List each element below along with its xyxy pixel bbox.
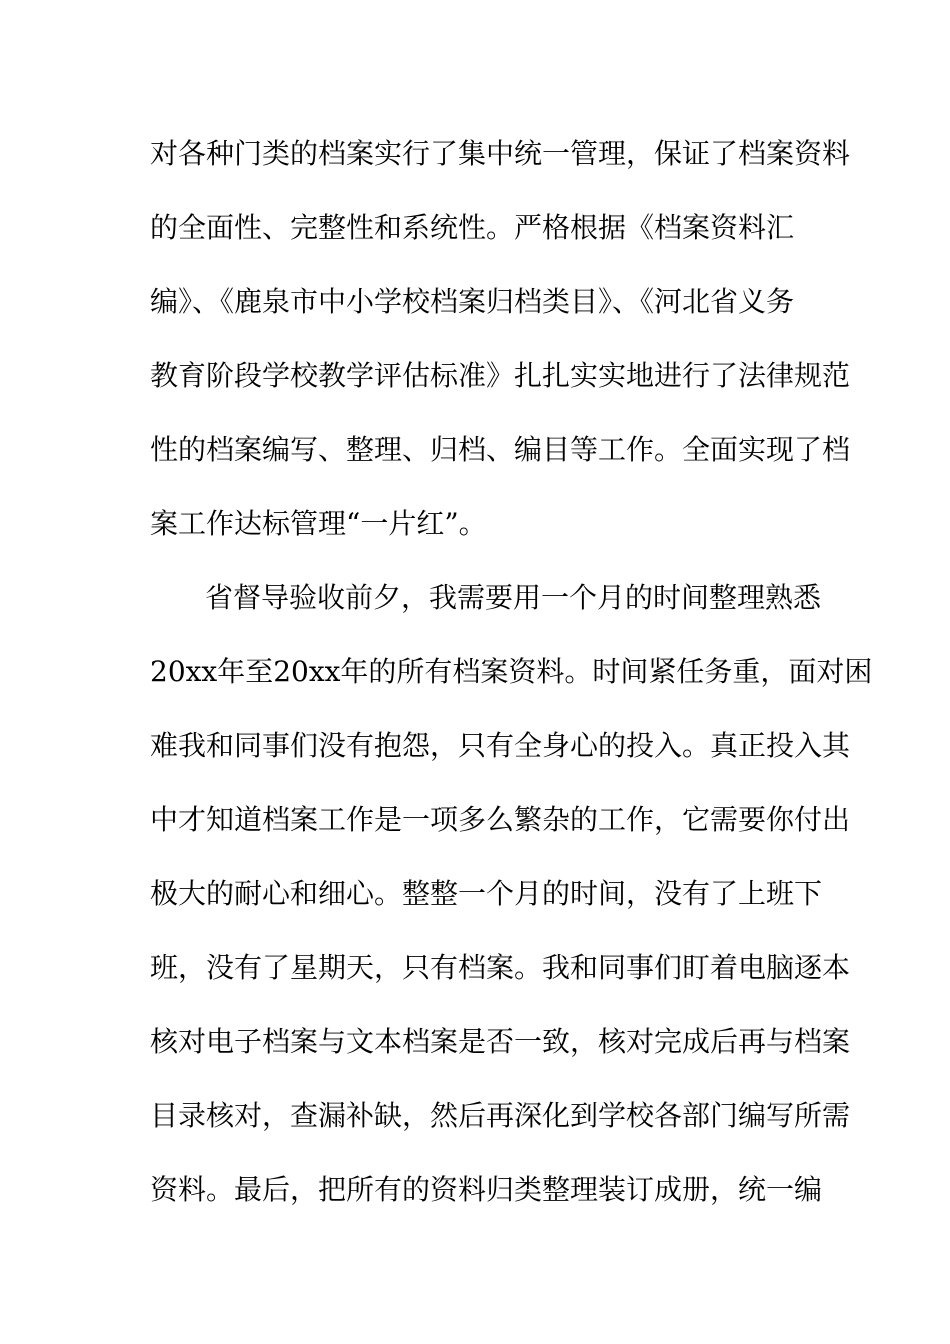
text-line: 核对电子档案与文本档案是否一致，核对完成后再与档案 (150, 1025, 851, 1058)
text-line: 中才知道档案工作是一项多么繁杂的工作，它需要你付出 (150, 803, 851, 836)
text-line: 资料。最后，把所有的资料归类整理装订成册，统一编 (150, 1173, 823, 1206)
text-line: 编》、《鹿泉市中小学校档案归档类目》、《河北省义务 (150, 285, 795, 318)
text-line: 案工作达标管理“一片红”。 (150, 507, 487, 540)
text-line: 难我和同事们没有抱怨，只有全身心的投入。真正投入其 (150, 729, 851, 762)
text-line: 的全面性、完整性和系统性。严格根据《档案资料汇 (150, 211, 795, 244)
paragraph-first-line: 省督导验收前夕，我需要用一个月的时间整理熟悉 (205, 581, 822, 614)
text-line: 对各种门类的档案实行了集中统一管理，保证了档案资料 (150, 137, 851, 170)
text-line: 性的档案编写、整理、归档、编目等工作。全面实现了档 (150, 433, 851, 466)
text-line: 目录核对，查漏补缺，然后再深化到学校各部门编写所需 (150, 1099, 851, 1132)
text-line: 班，没有了星期天，只有档案。我和同事们盯着电脑逐本 (150, 951, 851, 984)
text-line: 极大的耐心和细心。整整一个月的时间，没有了上班下 (150, 877, 823, 910)
text-line: 20xx年至20xx年的所有档案资料。时间紧任务重，面对困 (150, 655, 873, 688)
text-line: 教育阶段学校教学评估标准》扎扎实实地进行了法律规范 (150, 359, 851, 392)
